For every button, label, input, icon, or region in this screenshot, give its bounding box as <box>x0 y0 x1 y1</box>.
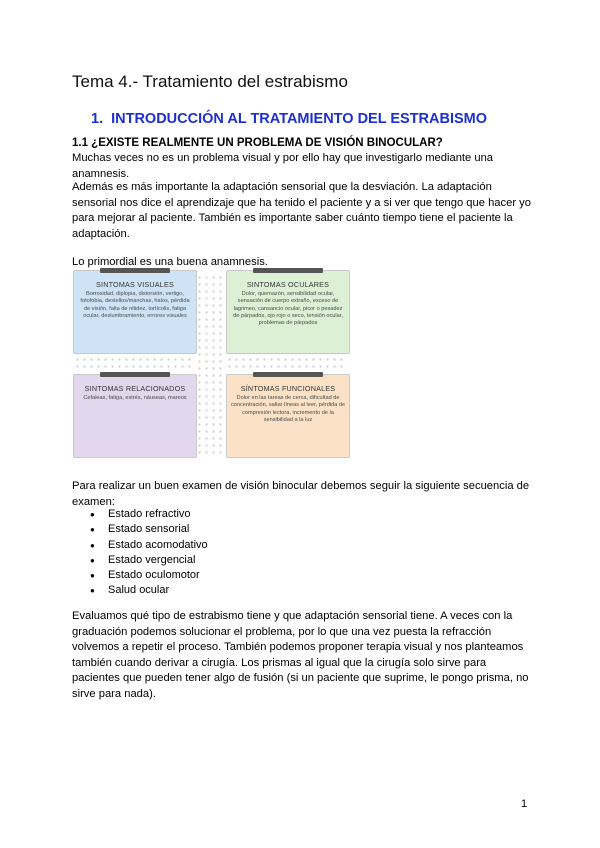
document-title: Tema 4.- Tratamiento del estrabismo <box>72 72 348 91</box>
card-body: Borrosidad, diplopia, distorsión, vertigo, fotofobia, destellos/manchas, halos, pérdida de visión, falta de nitidez, tortícolis, fatiga ocular, deslumbramiento, errores visuales <box>80 291 190 319</box>
card-tab <box>100 268 170 273</box>
section-title: INTRODUCCIÓN AL TRATAMIENTO DEL ESTRABISMO <box>111 111 488 127</box>
card-tab <box>100 372 170 377</box>
list-item: ● Salud ocular <box>90 583 208 598</box>
section-heading <box>91 111 487 127</box>
paragraph-1: Muchas veces no es un problema visual y por ello hay que investigarlo mediante una anamnesis. <box>72 152 494 180</box>
card-ocular-symptoms <box>226 270 350 354</box>
card-title: SINTOMAS VISUALES <box>96 280 174 289</box>
card-visual-symptoms <box>73 270 197 354</box>
dot-grid-right <box>226 356 346 368</box>
dot-grid-left <box>74 356 194 368</box>
dot-grid-vertical <box>196 274 224 454</box>
section-number: 1. <box>91 111 104 127</box>
symptoms-graphic <box>70 266 350 461</box>
card-related-symptoms <box>73 374 197 458</box>
card-body: Dolor, quemazón, sensibilidad ocular, sensación de cuerpo extraño, exceso de lagrimeo, cansancio ocular, picor o pesadez de párpados, ojo rojo o seco, tensión ocular, problemas de párpados <box>233 291 343 327</box>
card-title: SINTOMAS OCULARES <box>246 280 330 289</box>
page-number: 1 <box>521 798 528 810</box>
card-title: SINTOMAS RELACIONADOS <box>84 384 186 393</box>
paragraph-5: Evaluamos qué tipo de estrabismo tiene y que adaptación sensorial tiene. A veces con la graduación podemos solucionar el problema, por lo que una vez puesta la refracción volvemos a repetir el proceso. También podemos proponer terapia visual y nos planteamos también cuando derivar a cirugía. Los prismas al igual que la cirugía solo sirve para pacientes que pueden tener algo de fusión (si un paciente que suprime, le pongo prisma, no sirve para nada). <box>72 610 529 700</box>
card-body: Cefaleas, fatiga, estrés, náuseas, mareos <box>83 395 187 401</box>
list-item: ● Estado refractivo <box>90 507 208 522</box>
paragraph-3: Lo primordial es una buena anamnesis. <box>72 256 268 268</box>
paragraph-2: Además es más importante la adaptación sensorial que la desviación. La adaptación sensorial nos dice el aprendizaje que ha tenido el paciente y a si ver que tengo que hacer yo para mejorar al paciente. También es importante saber cuánto tiempo tiene el paciente la adaptación. <box>72 181 531 240</box>
card-tab <box>253 372 323 377</box>
list-item: ● Estado sensorial <box>90 522 208 537</box>
subsection-heading: 1.1 ¿EXISTE REALMENTE UN PROBLEMA DE VISIÓN BINOCULAR? <box>72 137 443 149</box>
card-title: SÍNTOMAS FUNCIONALES <box>240 384 336 393</box>
exam-sequence-list <box>90 507 208 599</box>
list-item: ● Estado vergencial <box>90 553 208 568</box>
card-tab <box>253 268 323 273</box>
paragraph-4: Para realizar un buen examen de visión binocular debemos seguir la siguiente secuencia de examen: <box>72 480 530 508</box>
list-item: ● Estado acomodativo <box>90 538 208 553</box>
list-item: ● Estado oculomotor <box>90 568 208 583</box>
card-functional-symptoms <box>226 374 350 458</box>
card-body: Dolor en las tareas de cerca, dificultad de concentración, saltar líneas al leer, pérdida de compresión lectora, incremento de la sensibilidad a la luz <box>230 395 346 423</box>
